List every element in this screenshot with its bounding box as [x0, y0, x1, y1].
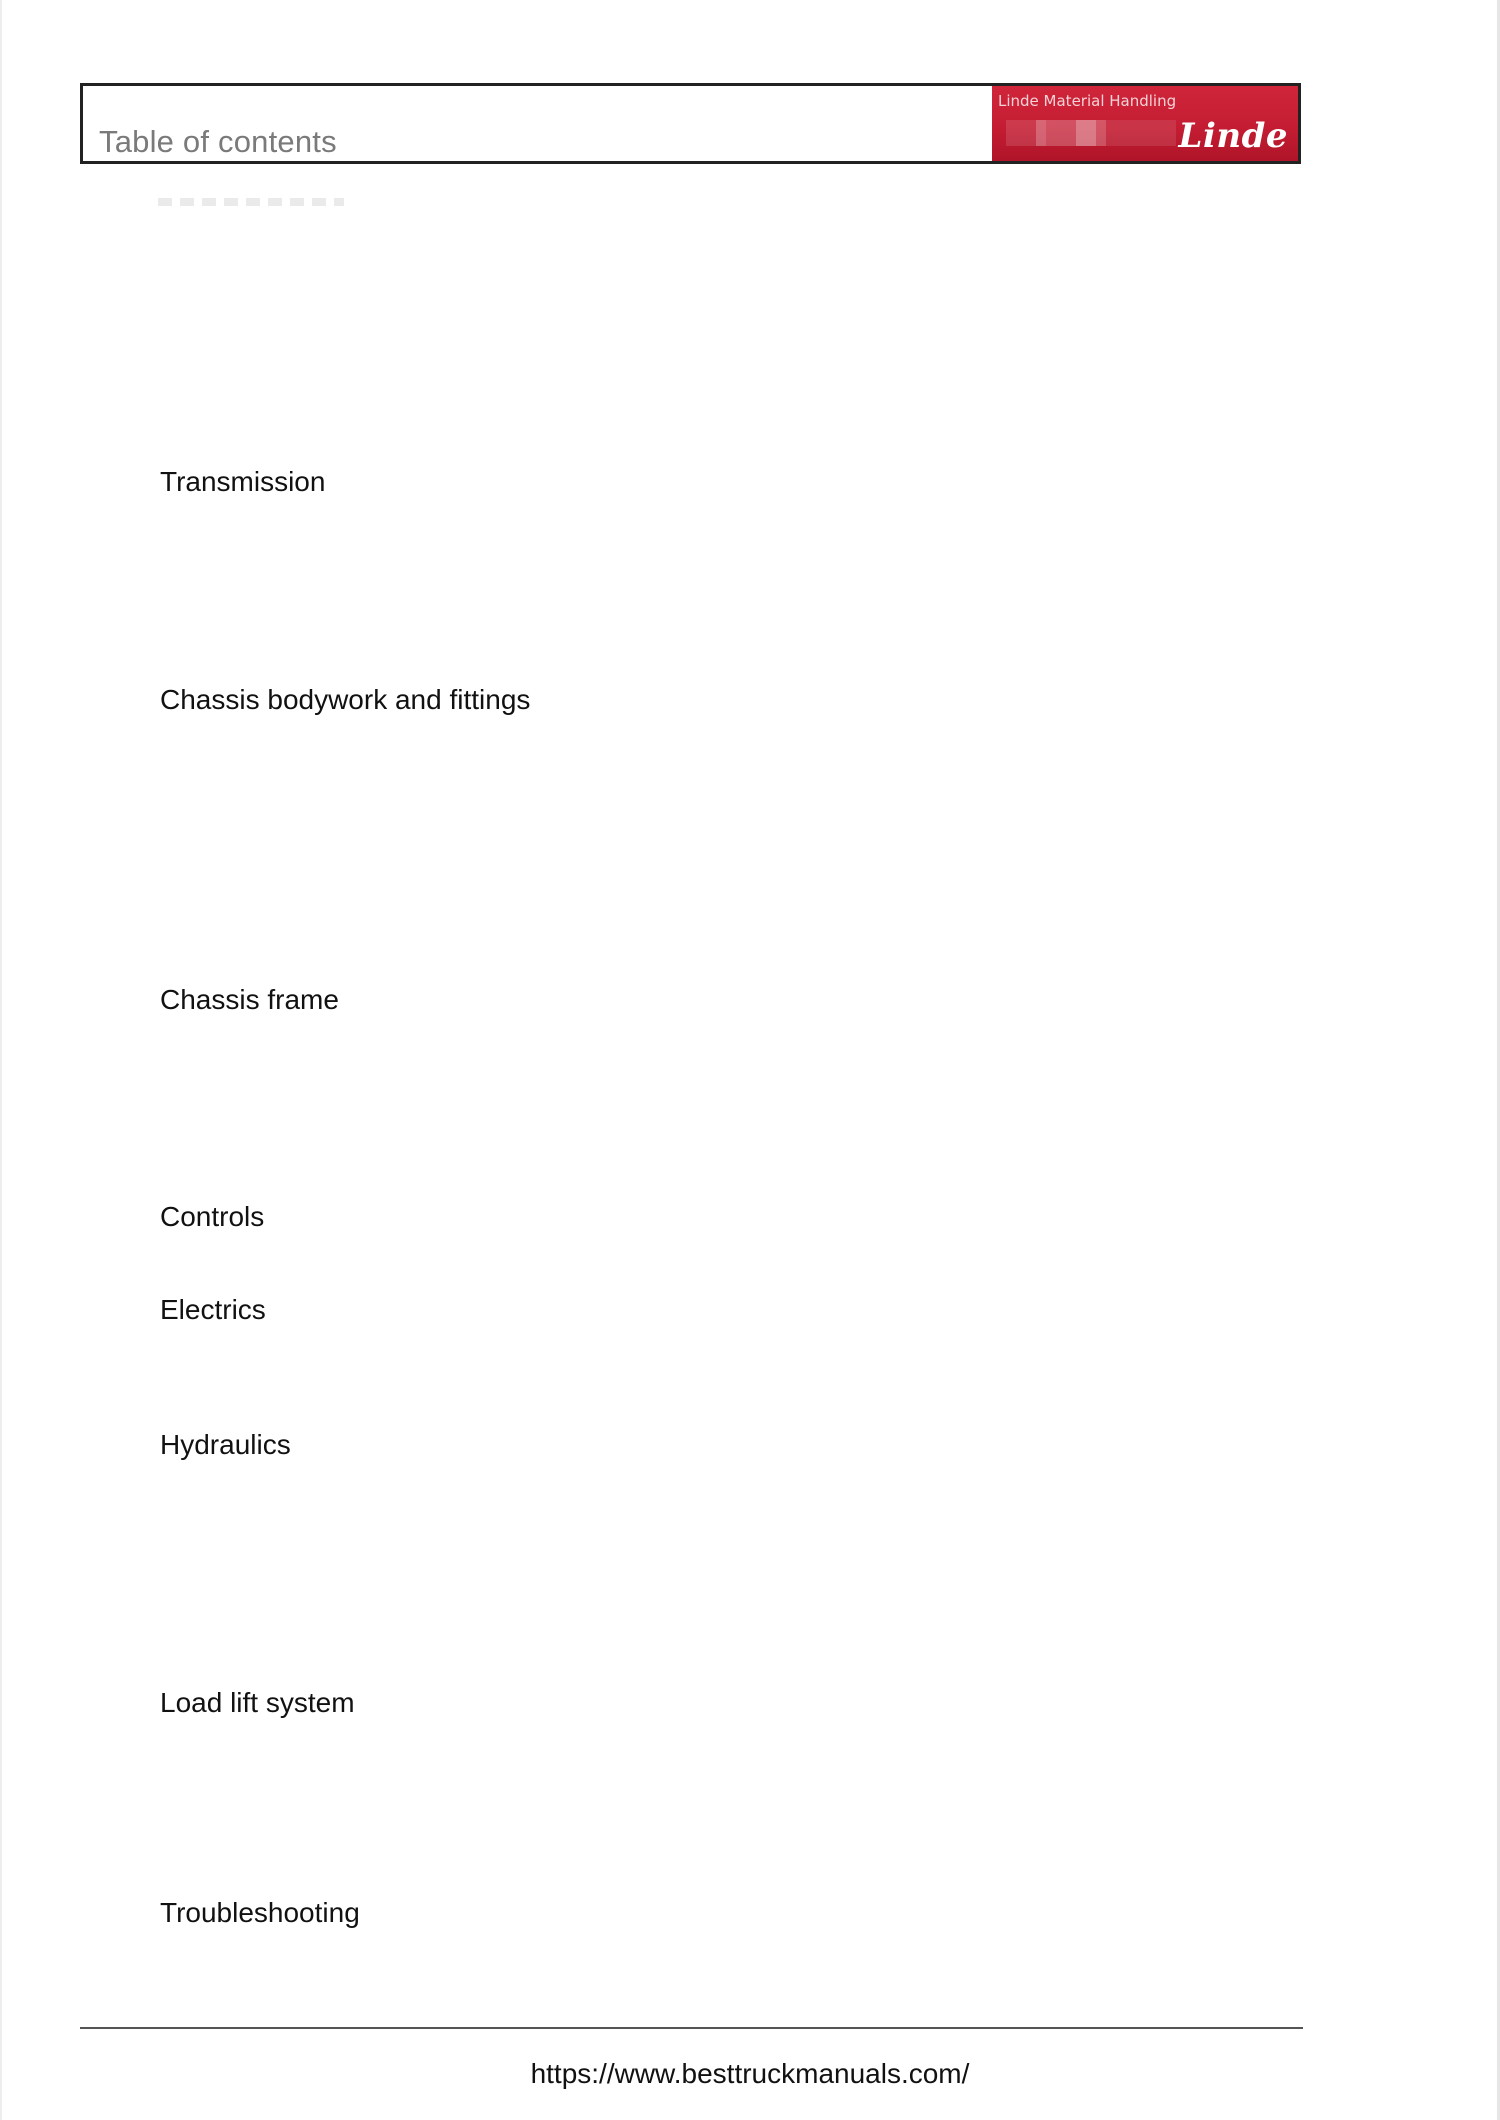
page-edge-left [0, 0, 2, 2120]
clipped-text-remnant [158, 198, 344, 206]
toc-entry-troubleshooting[interactable]: Troubleshooting [160, 1897, 360, 1928]
toc-entry-chassis-frame[interactable]: Chassis frame [160, 984, 339, 1015]
toc-entry-controls[interactable]: Controls [160, 1201, 265, 1232]
logo-band-graphic [1006, 120, 1176, 146]
logo-tagline: Linde Material Handling [998, 92, 1177, 110]
toc-entry-load-lift-system[interactable]: Load lift system [160, 1687, 355, 1718]
linde-logo [992, 86, 1298, 161]
page-title: Table of contents [99, 124, 337, 159]
toc-entry-transmission[interactable]: Transmission [160, 466, 326, 497]
toc-entry-hydraulics[interactable]: Hydraulics [160, 1429, 291, 1460]
toc-entry-electrics[interactable]: Electrics [160, 1294, 266, 1325]
footer-divider [80, 2027, 1303, 2029]
page-header [80, 83, 1301, 164]
toc-entry-chassis-bodywork[interactable]: Chassis bodywork and fittings [160, 684, 531, 715]
logo-wordmark: Linde [1178, 116, 1288, 156]
footer-url[interactable]: https://www.besttruckmanuals.com/ [530, 2058, 970, 2089]
